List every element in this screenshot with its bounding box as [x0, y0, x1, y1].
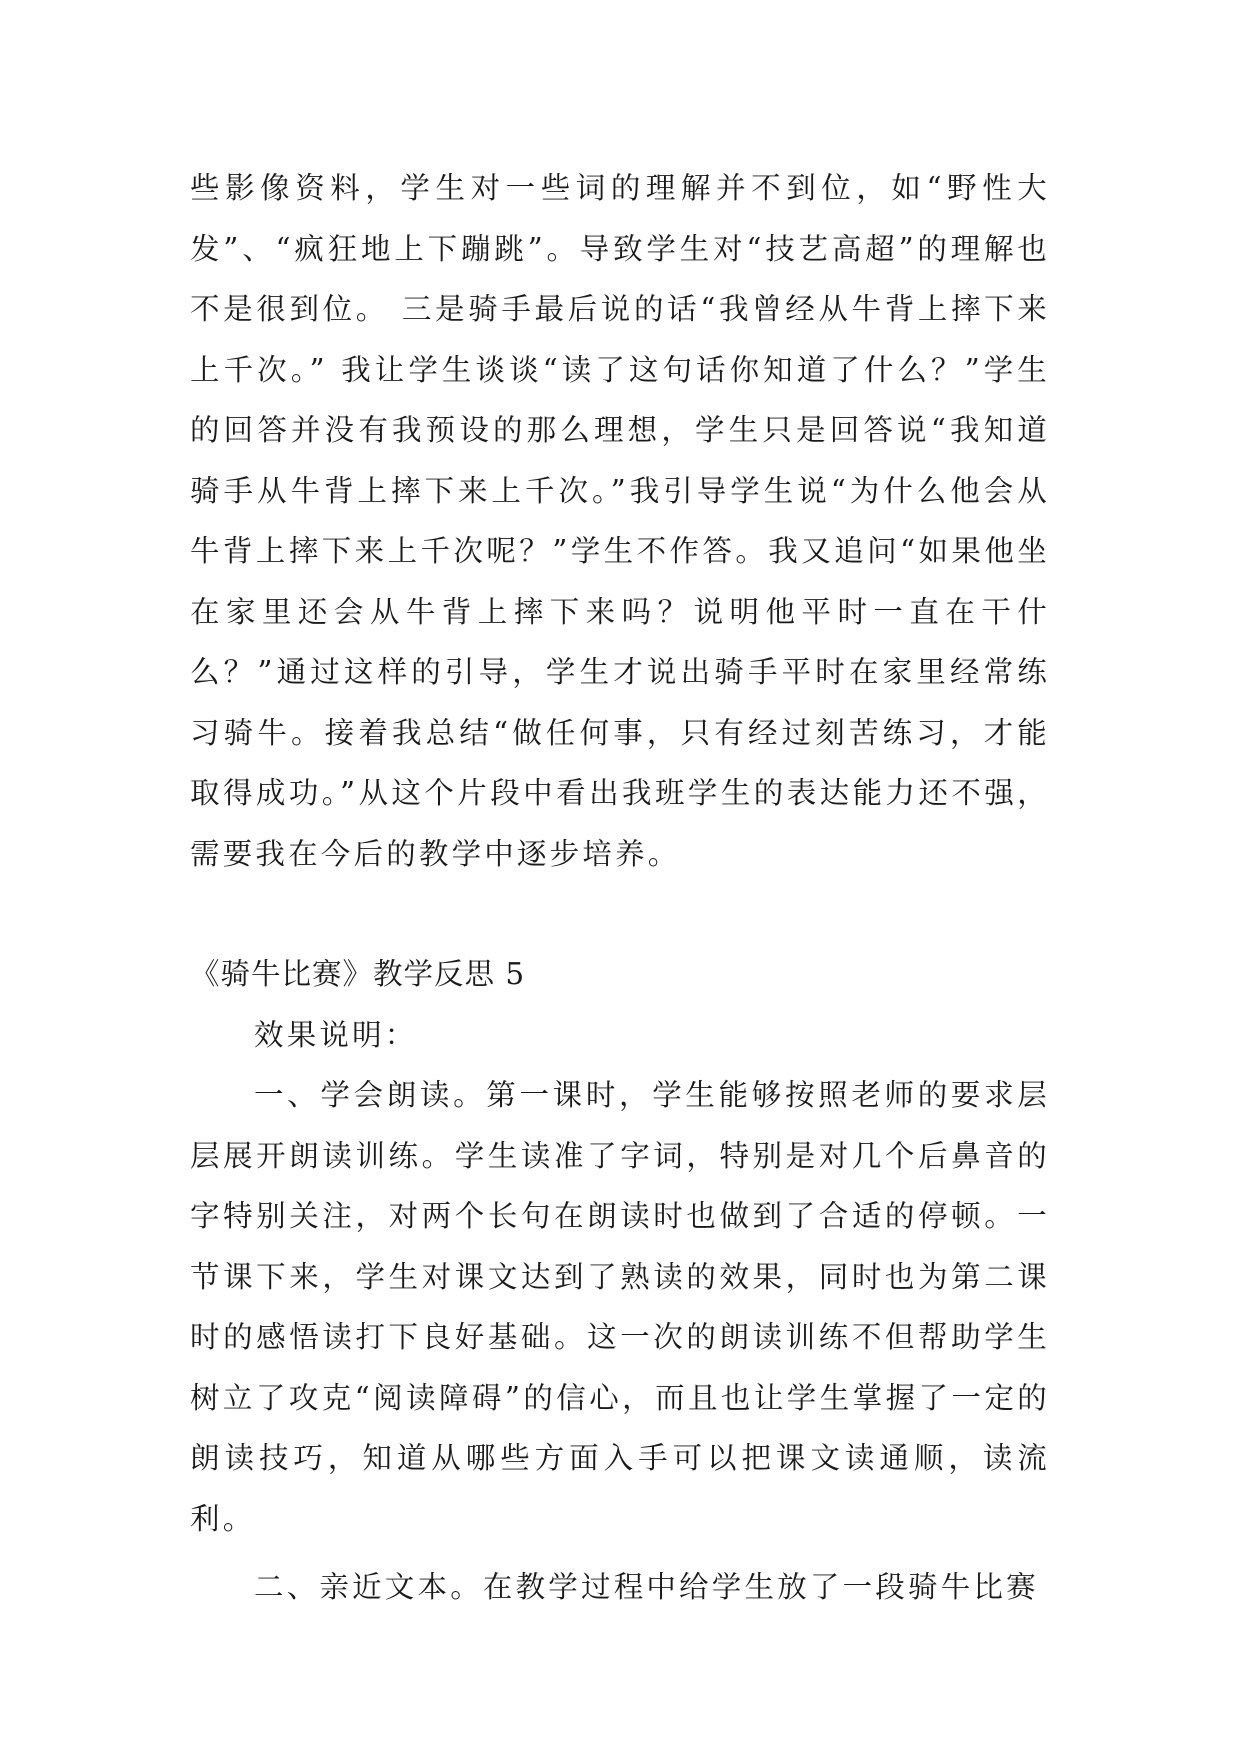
effect-label: 效果说明： [254, 1017, 418, 1052]
section-gap [190, 884, 1050, 944]
document-page [190, 158, 1050, 1618]
body-paragraph-1: 一、学会朗读。第一课时，学生能够按照老师的要求层层展开朗读训练。学生读准了字词，特别是对几个后鼻音的字特别关注，对两个长句在朗读时也做到了合适的停顿。一节课下来，学生对课文达到了熟读的效果，同时也为第二课时的感悟读打下良好基础。这一次的朗读训练不但帮助学生树立了攻克“阅读障碍”的信心，而且也让学生掌握了一定的朗读技巧，知道从哪些方面入手可以把课文读通顺，读流利。 [190, 1078, 1050, 1536]
paragraph-gap [190, 1549, 1050, 1557]
body-paragraph-continued: 些影像资料，学生对一些词的理解并不到位，如“野性大发”、“疯狂地上下蹦跳”。导致学生对“技艺高超”的理解也不是很到位。 三是骑手最后说的话“我曾经从牛背上摔下来上千次。” 我让学生谈谈“读了这句话你知道了什么？”学生的回答并没有我预设的那么理想，学生只是回答说“我知道骑手从牛背上摔下来上千次。”我引导学生说“为什么他会从牛背上摔下来上千次呢？”学生不作答。我又追问“如果他坐在家里还会从牛背上摔下来吗？说明他平时一直在干什么？”通过这样的引导，学生才说出骑手平时在家里经常练习骑牛。接着我总结“做任何事，只有经过刻苦练习，才能取得成功。”从这个片段中看出我班学生的表达能力还不强，需要我在今后的教学中逐步培养。 [190, 171, 1050, 871]
section-title: 《骑牛比赛》教学反思 5 [190, 957, 526, 991]
body-paragraph-2: 二、亲近文本。在教学过程中给学生放了一段骑牛比赛 [254, 1570, 1039, 1604]
